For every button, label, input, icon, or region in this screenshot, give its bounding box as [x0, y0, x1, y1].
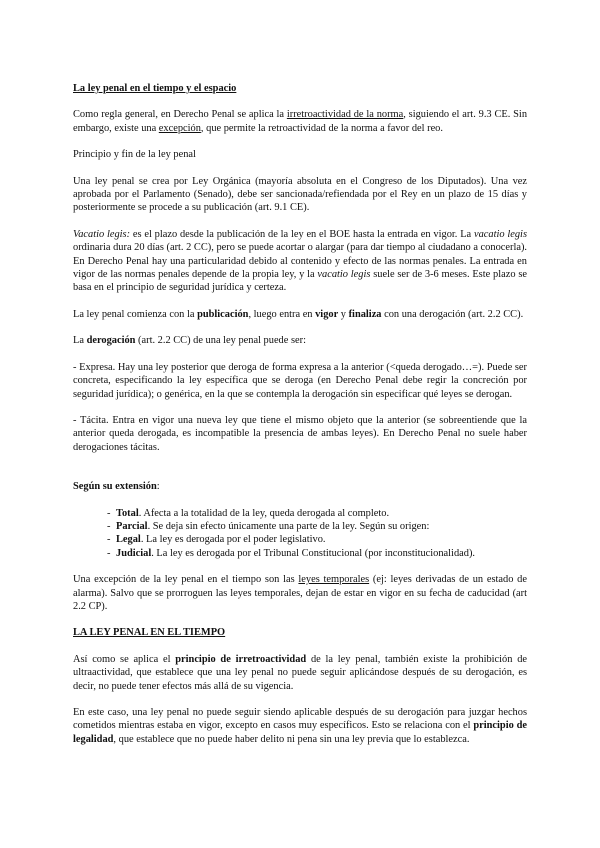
- extension-list: [73, 507, 527, 561]
- paragraph-vacatio-legis: Vacatio legis: es el plazo desde la publicación de la ley en el BOE hasta la entrada en vigor. La vacatio legis ordinaria dura 20 días (art. 2 CC), pero se puede acortar o alargar (para dar tiempo al ciudadano a conocerla). En Derecho Penal hay una particularidad debido al contenido y efecto de las normas penales. La entrada en vigor de las normas penales depende de la propia ley, y la vacatio legis suele ser de 3-6 meses. Este plazo se basa en el principio de seguridad jurídica y certeza.: [73, 228, 527, 294]
- paragraph-derogacion-tacita: - Tácita. Entra en vigor una nueva ley que tiene el mismo objeto que la anterior (se sobreentiende que la anterior queda derogada, es incompatible la presencia de ambas leyes). En Derecho Penal no suele haber derogaciones tácitas.: [73, 414, 527, 453]
- paragraph-leyes-temporales: Una excepción de la ley penal en el tiempo son las leyes temporales (ej: leyes derivadas de un estado de alarma). Salvo que se prorroguen las leyes temporales, dejan de estar en vigor en su fecha de caducidad (art 2.2 CP).: [73, 574, 527, 612]
- paragraph-ciclo-ley: La ley penal comienza con la publicación, luego entra en vigor y finaliza con una derogación (art. 2.2 CC).: [73, 308, 524, 320]
- document-page: [73, 82, 527, 746]
- list-item: - Parcial. Se deja sin efecto únicamente una parte de la ley. Según su origen:: [107, 520, 527, 533]
- subheading-principio-fin: Principio y fin de la ley penal: [73, 149, 196, 161]
- section-heading: La ley penal en el tiempo y el espacio: [73, 83, 237, 94]
- paragraph-legalidad: En este caso, una ley penal no puede seguir siendo aplicable después de su derogación para juzgar hechos cometidos mientras estaba en vigor, excepto en casos muy específicos. Esto se relaciona con el principio de legalidad, que establece que no puede haber delito ni pena sin una ley previa que lo establezca.: [73, 707, 528, 745]
- paragraph-ultraactividad: Así como se aplica el principio de irretroactividad de la ley penal, también existe la prohibición de ultraactividad, que establece que una ley penal no puede seguir aplicándose después de su derogación, es decir, no puede tener efectos más allá de su vigencia.: [73, 653, 527, 692]
- paragraph-segun-extension: Según su extensión:: [73, 481, 160, 493]
- paragraph-derogacion-expresa: - Expresa. Hay una ley posterior que deroga de forma expresa a la anterior (<queda derogado…=). Puede ser concreta, especificando la ley específica que se deroga (en Derecho Penal debe regir la concreción por seguridad jurídica); o genérica, en la que se contempla la derogación sin especificar qué leyes se derogan.: [73, 361, 527, 400]
- paragraph-derogacion: La derogación (art. 2.2 CC) de una ley penal puede ser:: [73, 335, 306, 347]
- list-item: - Legal. La ley es derogada por el poder legislativo.: [107, 533, 527, 546]
- paragraph-irretroactividad: Como regla general, en Derecho Penal se aplica la irretroactividad de la norma, siguiendo el art. 9.3 CE. Sin embargo, existe una excepción, que permite la retroactividad de la norma a favor del reo.: [73, 109, 528, 134]
- paragraph-creacion-ley: Una ley penal se crea por Ley Orgánica (mayoría absoluta en el Congreso de los Diputados). Una vez aprobada por el Parlamento (Senado), debe ser sancionada/refiendada por el Rey en un plazo de 15 días y posteriormente se procede a su publicación (art. 9.1 CE).: [73, 175, 527, 214]
- list-item: - Total. Afecta a la totalidad de la ley, queda derogada al completo.: [107, 507, 527, 520]
- section-heading-ley-penal-tiempo: LA LEY PENAL EN EL TIEMPO: [73, 627, 226, 639]
- list-item: - Judicial. La ley es derogada por el Tribunal Constitucional (por inconstitucionalidad).: [107, 547, 527, 560]
